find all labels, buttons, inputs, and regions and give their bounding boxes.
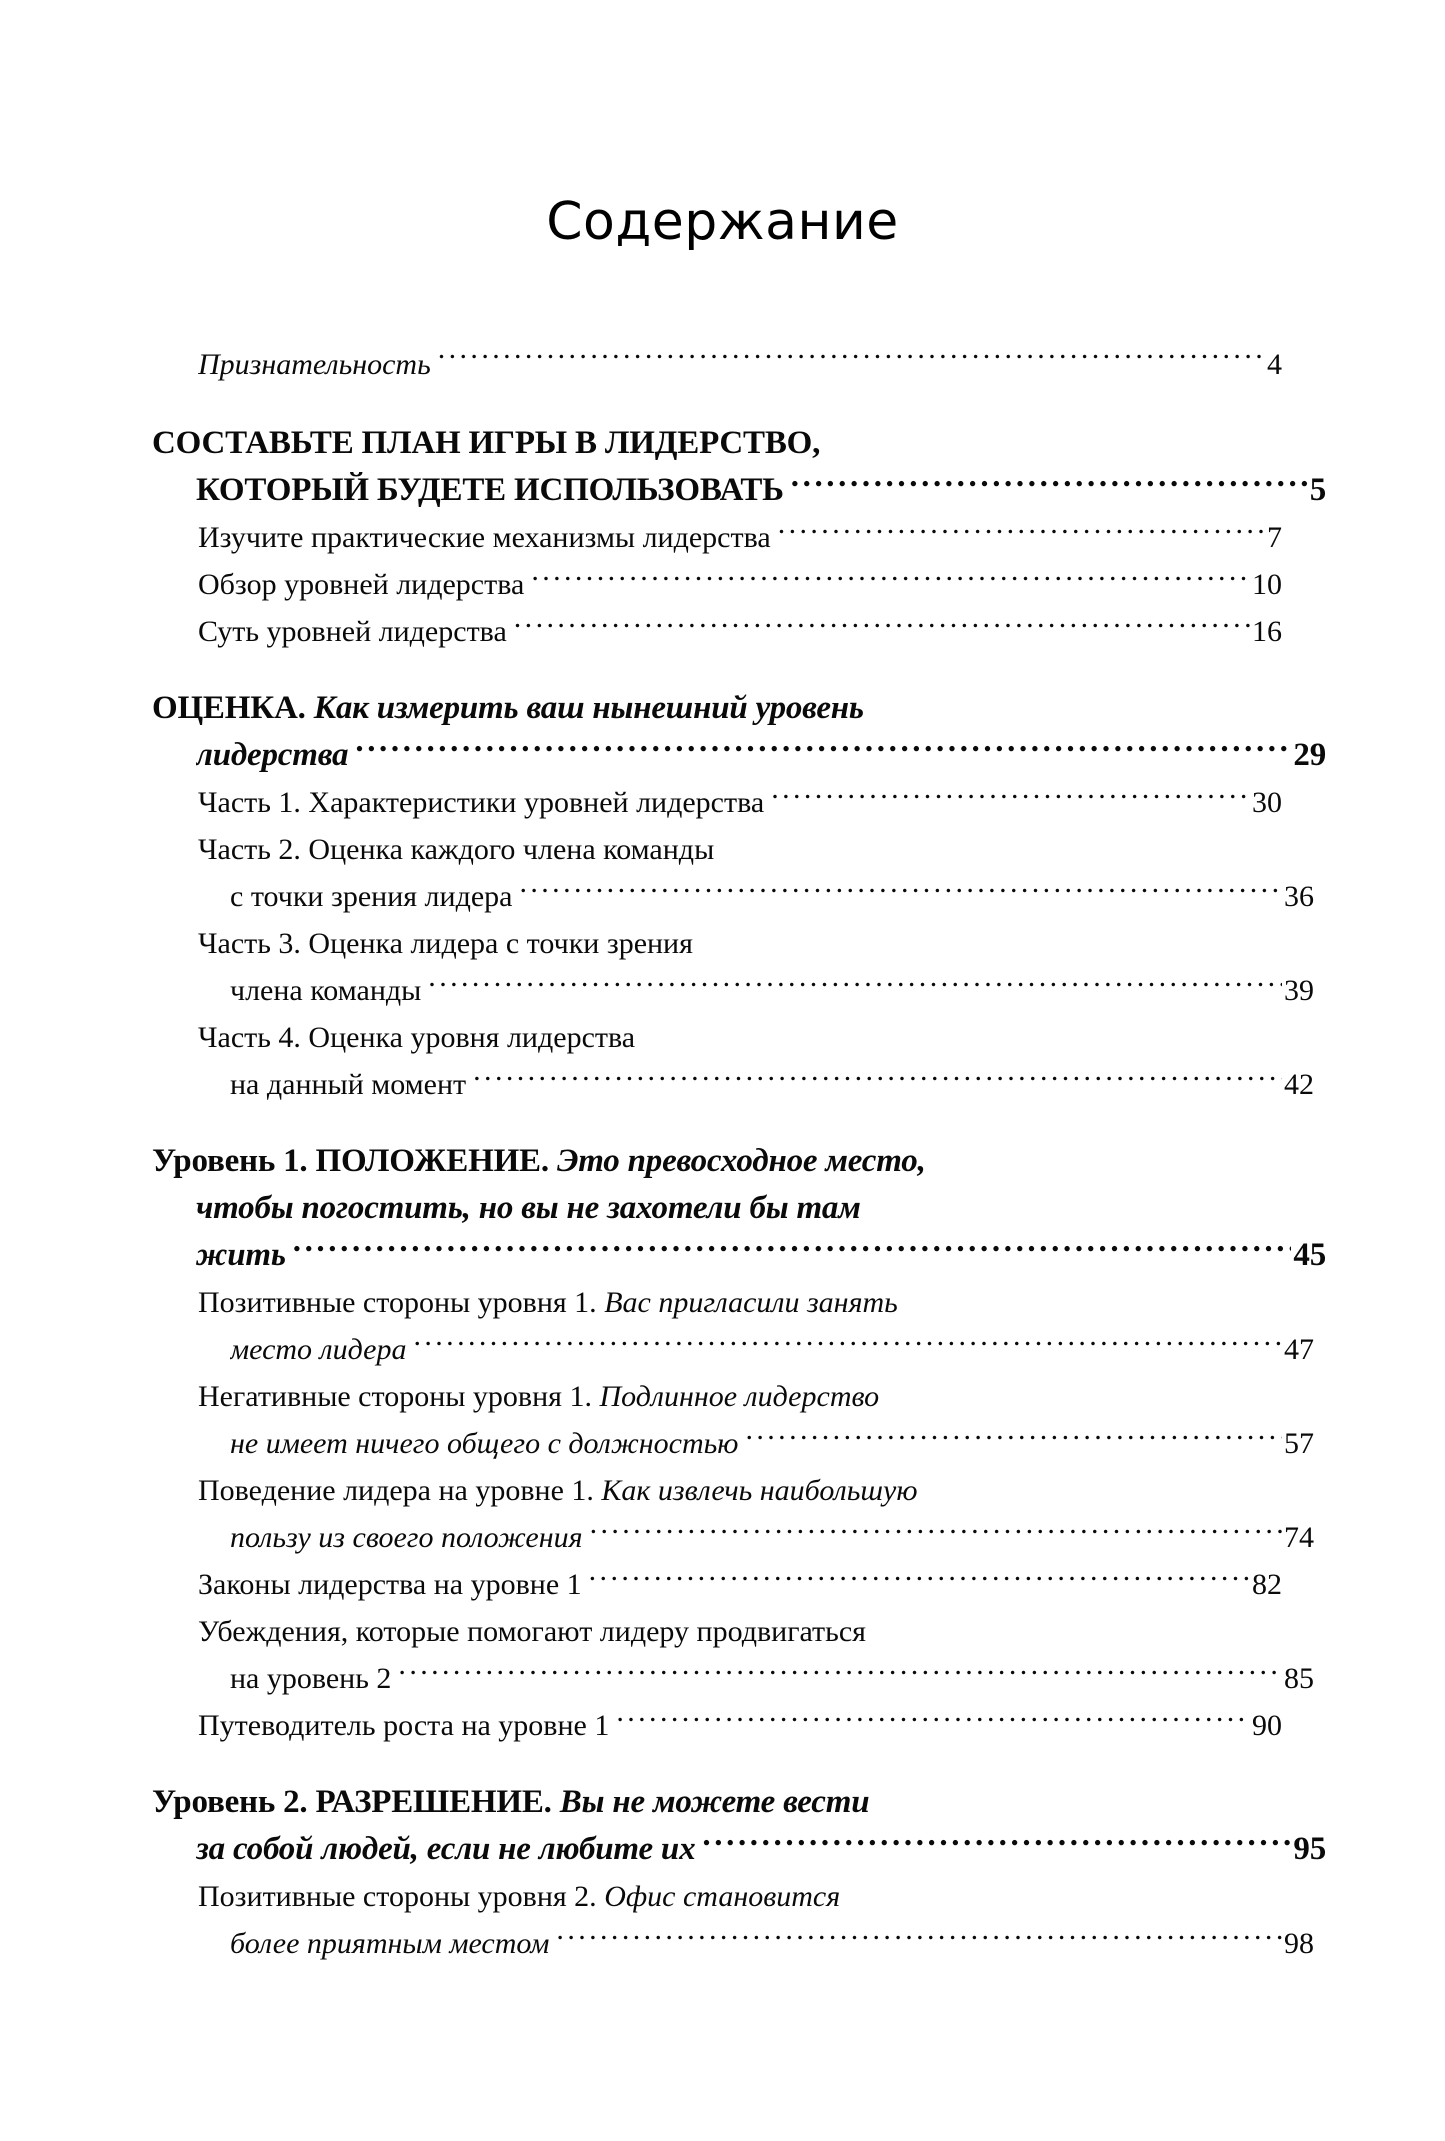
dot-leader (293, 1232, 1292, 1265)
toc-entry-line (198, 561, 1282, 608)
toc-entry-line (198, 1873, 1282, 1920)
toc-entry[interactable] (152, 1138, 1326, 1279)
toc-group-section-game-plan (152, 420, 1326, 655)
toc-entry[interactable] (152, 1561, 1282, 1608)
toc-entry-text (198, 1702, 609, 1749)
toc-entry[interactable] (152, 514, 1282, 561)
toc-entry-line (198, 1608, 1282, 1655)
dot-leader (556, 1923, 1282, 1953)
toc-entry-text (196, 1185, 861, 1232)
dot-leader (355, 732, 1291, 765)
text-run: Суть уровней лидерства (198, 615, 507, 648)
text-run: Законы лидерства на уровне 1 (198, 1568, 582, 1601)
text-run: Изучите практические механизмы лидерства (198, 521, 771, 554)
toc-entry-line (198, 920, 1282, 967)
toc-entry[interactable] (152, 1279, 1314, 1373)
text-run: Часть 2. Оценка каждого члена команды (198, 833, 715, 866)
toc-entry-text (230, 1655, 391, 1702)
toc-entry-line (198, 1373, 1282, 1420)
text-run: Позитивные стороны уровня 2. (198, 1880, 605, 1913)
text-run: Офис становится (604, 1880, 841, 1913)
toc-entry[interactable] (152, 1702, 1282, 1749)
dot-leader (473, 1064, 1282, 1094)
text-run: жить (196, 1237, 286, 1273)
toc-entry-text (196, 467, 784, 514)
toc-entry-text (196, 1826, 695, 1873)
toc-group-section-assessment (152, 685, 1326, 1108)
toc-entry-text (152, 685, 864, 732)
toc-entry-text (230, 873, 512, 920)
toc-entry-text (152, 1138, 926, 1185)
toc-entry-text (196, 732, 348, 779)
toc-entry-continuation-line (198, 873, 1314, 920)
toc-entry[interactable] (152, 826, 1314, 920)
toc-entry-line (198, 514, 1282, 561)
dot-leader (413, 1329, 1282, 1359)
page-number: 7 (1267, 521, 1282, 554)
text-run: с точки зрения лидера (230, 880, 513, 913)
toc-entry[interactable] (152, 340, 1282, 390)
toc-entry[interactable] (152, 1467, 1314, 1561)
toc-entry-text (198, 561, 524, 608)
toc-entry-continuation-line (198, 1420, 1314, 1467)
toc-entry-text (198, 608, 507, 655)
text-run: ОЦЕНКА. (152, 690, 314, 726)
toc-entry-text (198, 514, 771, 561)
toc-entry-line (198, 826, 1282, 873)
toc-entry-line (152, 420, 1282, 467)
toc-entry-text (230, 1920, 549, 1967)
toc-entry-line (198, 608, 1282, 655)
text-run: Уровень 2. РАЗРЕШЕНИЕ. (152, 1784, 560, 1820)
toc-entry-text (198, 340, 431, 390)
toc-entry-line (152, 1138, 1282, 1185)
text-run: Вы не можете вести (559, 1784, 870, 1820)
toc-entry-line (198, 1467, 1282, 1514)
toc-entry[interactable] (152, 1608, 1314, 1702)
page-number: 82 (1252, 1568, 1282, 1601)
dot-leader (778, 517, 1265, 547)
text-run: Это превосходное место, (556, 1143, 926, 1179)
text-run: чтобы погостить, но вы не захотели бы там (196, 1190, 861, 1226)
text-run: Часть 3. Оценка лидера с точки зрения (198, 927, 693, 960)
toc-entry-text (230, 1420, 738, 1467)
toc-entry-text (196, 1232, 286, 1279)
toc-entry[interactable] (152, 608, 1282, 655)
dot-leader (771, 782, 1250, 812)
toc-entry[interactable] (152, 1779, 1326, 1873)
toc-entry-text (198, 1873, 840, 1920)
toc-entry-line (152, 1779, 1282, 1826)
toc-entry-text (230, 1061, 466, 1108)
toc-entry-line (198, 1014, 1282, 1061)
text-run: Негативные стороны уровня 1. (198, 1380, 600, 1413)
toc-entry-line (152, 685, 1282, 732)
dot-leader (616, 1705, 1250, 1735)
text-run: члена команды (230, 974, 422, 1007)
text-run: Поведение лидера на уровне 1. (198, 1474, 602, 1507)
toc-group-section-level-2 (152, 1779, 1326, 1967)
toc-entry-continuation-line (198, 1920, 1314, 1967)
toc-entry-continuation-line (198, 1514, 1314, 1561)
text-run: Убеждения, которые помогают лидеру продвигаться (198, 1615, 866, 1648)
dot-leader (745, 1423, 1282, 1453)
toc-entry[interactable] (152, 1873, 1314, 1967)
toc-entry-text (198, 1561, 582, 1608)
toc-entry-text (198, 1608, 866, 1655)
text-run: Признательность (198, 348, 431, 381)
toc-entry-continuation-line (152, 1185, 1326, 1232)
dot-leader (791, 467, 1308, 500)
toc-entry[interactable] (152, 1373, 1314, 1467)
toc-group-front-matter (152, 340, 1282, 390)
toc-entry[interactable] (152, 779, 1282, 826)
toc-entry[interactable] (152, 685, 1326, 779)
text-run: не имеет ничего общего с должностью (230, 1427, 739, 1460)
toc-entry-text (198, 779, 764, 826)
page-number: 95 (1293, 1831, 1326, 1867)
toc-entry-line (198, 1702, 1282, 1749)
page-number: 36 (1284, 880, 1314, 913)
toc-entry-text (198, 1279, 898, 1326)
text-run: Обзор уровней лидерства (198, 568, 525, 601)
toc-entry-continuation-line (198, 1655, 1314, 1702)
text-run: место лидера (230, 1333, 407, 1366)
page-number: 47 (1284, 1333, 1314, 1366)
text-run: более приятным местом (230, 1927, 550, 1960)
page-title: Содержание (546, 192, 899, 252)
toc-entry[interactable] (152, 920, 1314, 1014)
toc-entry-line (198, 1279, 1282, 1326)
page-number: 57 (1284, 1427, 1314, 1460)
text-run: Позитивные стороны уровня 1. (198, 1286, 605, 1319)
page-number: 30 (1252, 786, 1282, 819)
toc-entry-text (198, 1373, 879, 1420)
dot-leader (398, 1658, 1282, 1688)
page-number: 85 (1284, 1662, 1314, 1695)
dot-leader (514, 611, 1250, 641)
toc-entry-line (198, 340, 1282, 390)
dot-leader (428, 970, 1282, 1000)
toc-entry-line (198, 1561, 1282, 1608)
page-number: 39 (1284, 974, 1314, 1007)
toc-entry-text (230, 1326, 406, 1373)
toc-group-section-level-1 (152, 1138, 1326, 1749)
toc-entry-continuation-line (198, 967, 1314, 1014)
page-number: 42 (1284, 1068, 1314, 1101)
toc-entry-continuation-line (152, 1826, 1326, 1873)
page-number: 74 (1284, 1521, 1314, 1554)
text-run: за собой людей, если не любите их (196, 1831, 696, 1867)
toc-entry-text (152, 420, 820, 467)
toc-entry-continuation-line (152, 467, 1326, 514)
toc-entry[interactable] (152, 561, 1282, 608)
text-run: Часть 4. Оценка уровня лидерства (198, 1021, 636, 1054)
text-run: Уровень 1. ПОЛОЖЕНИЕ. (152, 1143, 557, 1179)
page-number: 29 (1293, 737, 1326, 773)
text-run: Часть 1. Характеристики уровней лидерства (198, 786, 765, 819)
dot-leader (590, 1517, 1282, 1547)
text-run: Как извлечь наибольшую (601, 1474, 918, 1507)
toc-entry-text (230, 967, 421, 1014)
dot-leader (438, 344, 1265, 374)
text-run: пользу из своего положения (230, 1521, 583, 1554)
dot-leader (702, 1826, 1291, 1859)
page-number: 4 (1267, 348, 1282, 381)
dot-leader (589, 1564, 1250, 1594)
page-number: 98 (1284, 1927, 1314, 1960)
page-number: 10 (1252, 568, 1282, 601)
toc-entry[interactable] (152, 420, 1326, 514)
toc-entry-text (198, 1014, 635, 1061)
text-run: СОСТАВЬТЕ ПЛАН ИГРЫ В ЛИДЕРСТВО, (152, 425, 821, 461)
text-run: лидерства (196, 737, 349, 773)
page-number: 45 (1293, 1237, 1326, 1273)
text-run: КОТОРЫЙ БУДЕТЕ ИСПОЛЬЗОВАТЬ (196, 472, 784, 508)
toc-entry-text (198, 1467, 917, 1514)
text-run: на уровень 2 (230, 1662, 392, 1695)
page-number: 90 (1252, 1709, 1282, 1742)
dot-leader (519, 876, 1282, 906)
toc-entry-line (198, 779, 1282, 826)
toc-entry-continuation-line (198, 1061, 1314, 1108)
toc-entry-text (198, 920, 693, 967)
toc-entry-text (230, 1514, 583, 1561)
text-run: Вас пригласили занять (604, 1286, 898, 1319)
toc-entry[interactable] (152, 1014, 1314, 1108)
dot-leader (531, 564, 1250, 594)
page-number: 16 (1252, 615, 1282, 648)
toc-entry-text (152, 1779, 869, 1826)
text-run: Как измерить ваш нынешний уровень (313, 690, 864, 726)
table-of-contents (152, 340, 1326, 1967)
page-number: 5 (1309, 472, 1326, 508)
text-run: Подлинное лидерство (599, 1380, 880, 1413)
text-run: на данный момент (230, 1068, 467, 1101)
toc-entry-text (198, 826, 714, 873)
toc-entry-continuation-line (152, 732, 1326, 779)
toc-entry-continuation-line (198, 1326, 1314, 1373)
toc-entry-continuation-line (152, 1232, 1326, 1279)
text-run: Путеводитель роста на уровне 1 (198, 1709, 610, 1742)
